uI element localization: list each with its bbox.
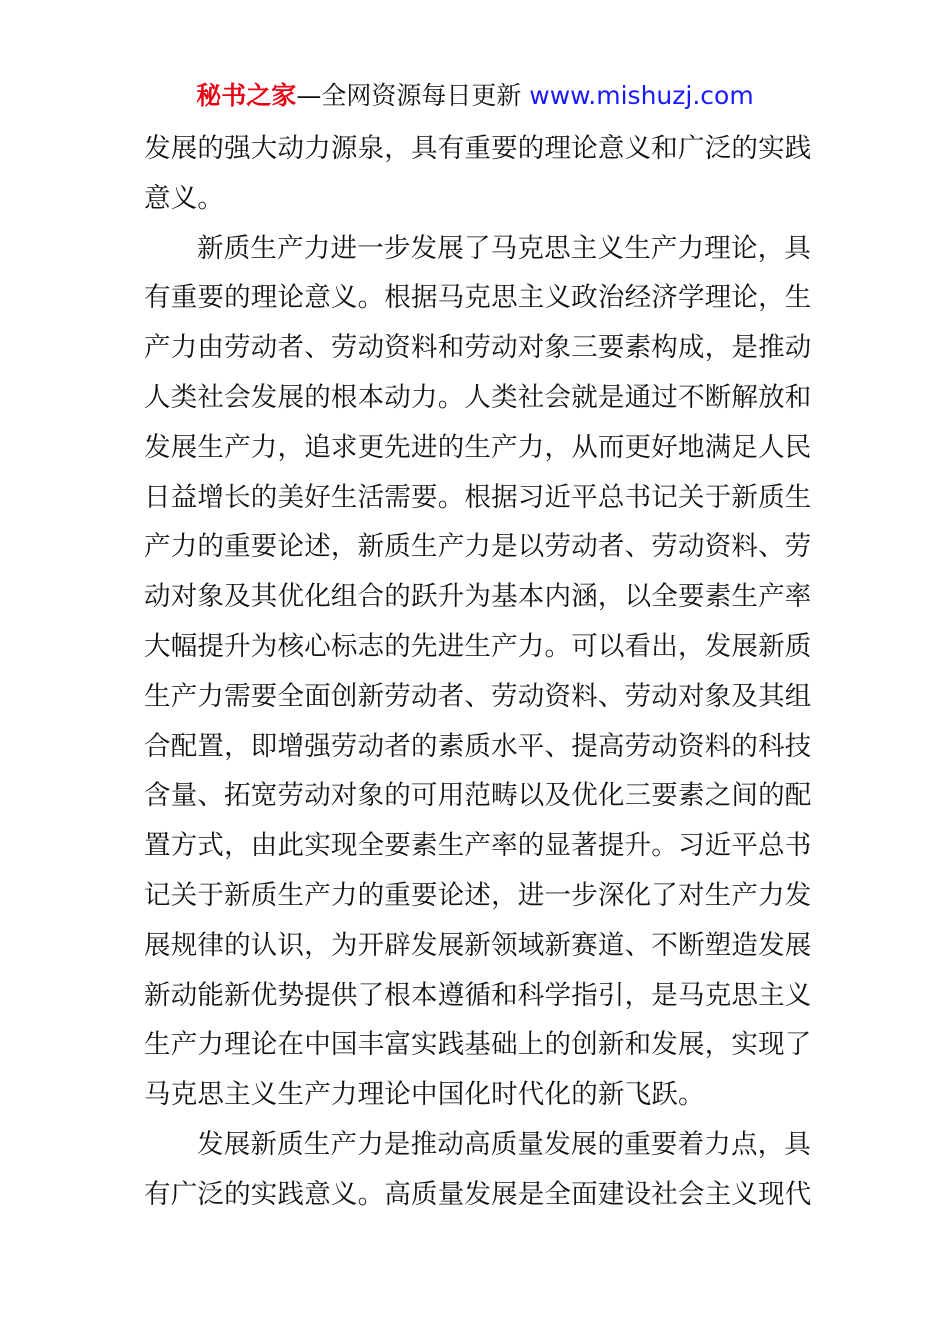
text-line: 置方式，由此实现全要素生产率的显著提升。习近平总书 [144, 830, 812, 862]
text-line: 有广泛的实践意义。高质量发展是全面建设社会主义现代 [144, 1178, 812, 1210]
text-line: 马克思主义生产力理论中国化时代化的新飞跃。 [144, 1079, 705, 1111]
text-line: 新动能新优势提供了根本遵循和科学指引，是马克思主义 [144, 979, 812, 1011]
text-line: 合配置，即增强劳动者的素质水平、提高劳动资料的科技 [144, 730, 812, 762]
site-tagline: —全网资源每日更新 [296, 81, 530, 110]
text-line: 产力由劳动者、劳动资料和劳动对象三要素构成，是推动 [144, 332, 812, 364]
text-line: 生产力需要全面创新劳动者、劳动资料、劳动对象及其组 [144, 680, 812, 712]
text-line: 发展生产力，追求更先进的生产力，从而更好地满足人民 [144, 431, 812, 463]
text-line: 含量、拓宽劳动对象的可用范畴以及优化三要素之间的配 [144, 780, 812, 812]
text-line: 产力的重要论述，新质生产力是以劳动者、劳动资料、劳 [144, 531, 812, 563]
text-line: 大幅提升为核心标志的先进生产力。可以看出，发展新质 [144, 630, 812, 662]
text-line: 日益增长的美好生活需要。根据习近平总书记关于新质生 [144, 481, 812, 513]
text-line: 有重要的理论意义。根据马克思主义政治经济学理论，生 [144, 282, 812, 314]
site-url-link[interactable]: www.mishuzj.com [529, 81, 754, 110]
text-line: 人类社会发展的根本动力。人类社会就是通过不断解放和 [144, 381, 812, 413]
text-line: 展规律的认识，为开辟发展新领域新赛道、不断塑造发展 [144, 929, 812, 961]
text-line: 生产力理论在中国丰富实践基础上的创新和发展，实现了 [144, 1029, 812, 1061]
document-body [144, 124, 812, 1220]
paragraph-start-line: 发展新质生产力是推动高质量发展的重要着力点，具 [197, 1128, 812, 1160]
text-line: 意义。 [144, 182, 225, 214]
text-line: 动对象及其优化组合的跃升为基本内涵，以全要素生产率 [144, 581, 812, 613]
text-line: 记关于新质生产力的重要论述，进一步深化了对生产力发 [144, 879, 812, 911]
text-line: 发展的强大动力源泉，具有重要的理论意义和广泛的实践 [144, 133, 812, 164]
paragraph-start-line: 新质生产力进一步发展了马克思主义生产力理论，具 [197, 232, 812, 264]
page-header [0, 80, 950, 112]
site-brand: 秘书之家 [196, 81, 297, 110]
